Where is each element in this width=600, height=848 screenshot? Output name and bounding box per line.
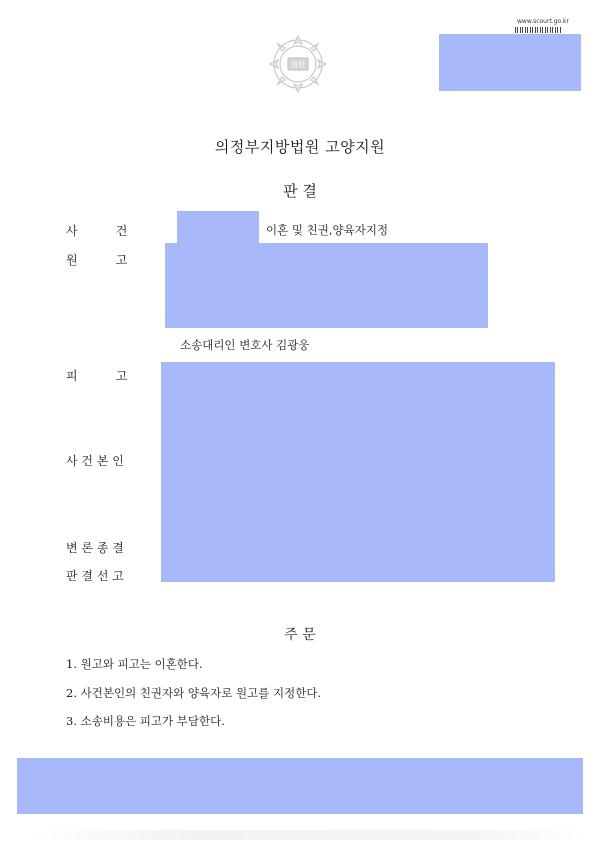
plaintiff-label: 원 고 [66,253,128,267]
argument-end-label: 변 론 종 결 [66,541,124,555]
order-item-3: 3. 소송비용은 피고가 부담한다. [66,714,225,728]
redaction-case-number [177,211,259,244]
judgment-date-label: 판 결 선 고 [66,569,124,583]
document-title: 판 결 [283,182,317,200]
site-url: www.scourt.go.kr [517,18,569,25]
order-item-1: 1. 원고와 피고는 이혼한다. [66,657,203,671]
principal-label: 사 건 본 인 [66,454,124,468]
order-title: 주 문 [284,627,316,643]
case-type: 이혼 및 친권,양육자지정 [266,223,389,237]
court-name: 의정부지방법원 고양지원 [214,138,386,156]
page-edge-shadow [30,830,590,840]
representative: 소송대리인 변호사 김광웅 [180,338,310,352]
barcode [515,27,561,33]
seal-text: 법원 [291,61,305,69]
redaction-footer [17,758,583,814]
redaction-plaintiff [165,243,488,328]
defendant-label: 피 고 [66,369,128,383]
order-item-2: 2. 사건본인의 친권자와 양육자로 원고를 지정한다. [66,686,322,700]
court-seal-icon [266,32,330,96]
case-label: 사 건 [66,224,128,238]
redaction-header [439,34,581,91]
redaction-parties [161,362,555,582]
